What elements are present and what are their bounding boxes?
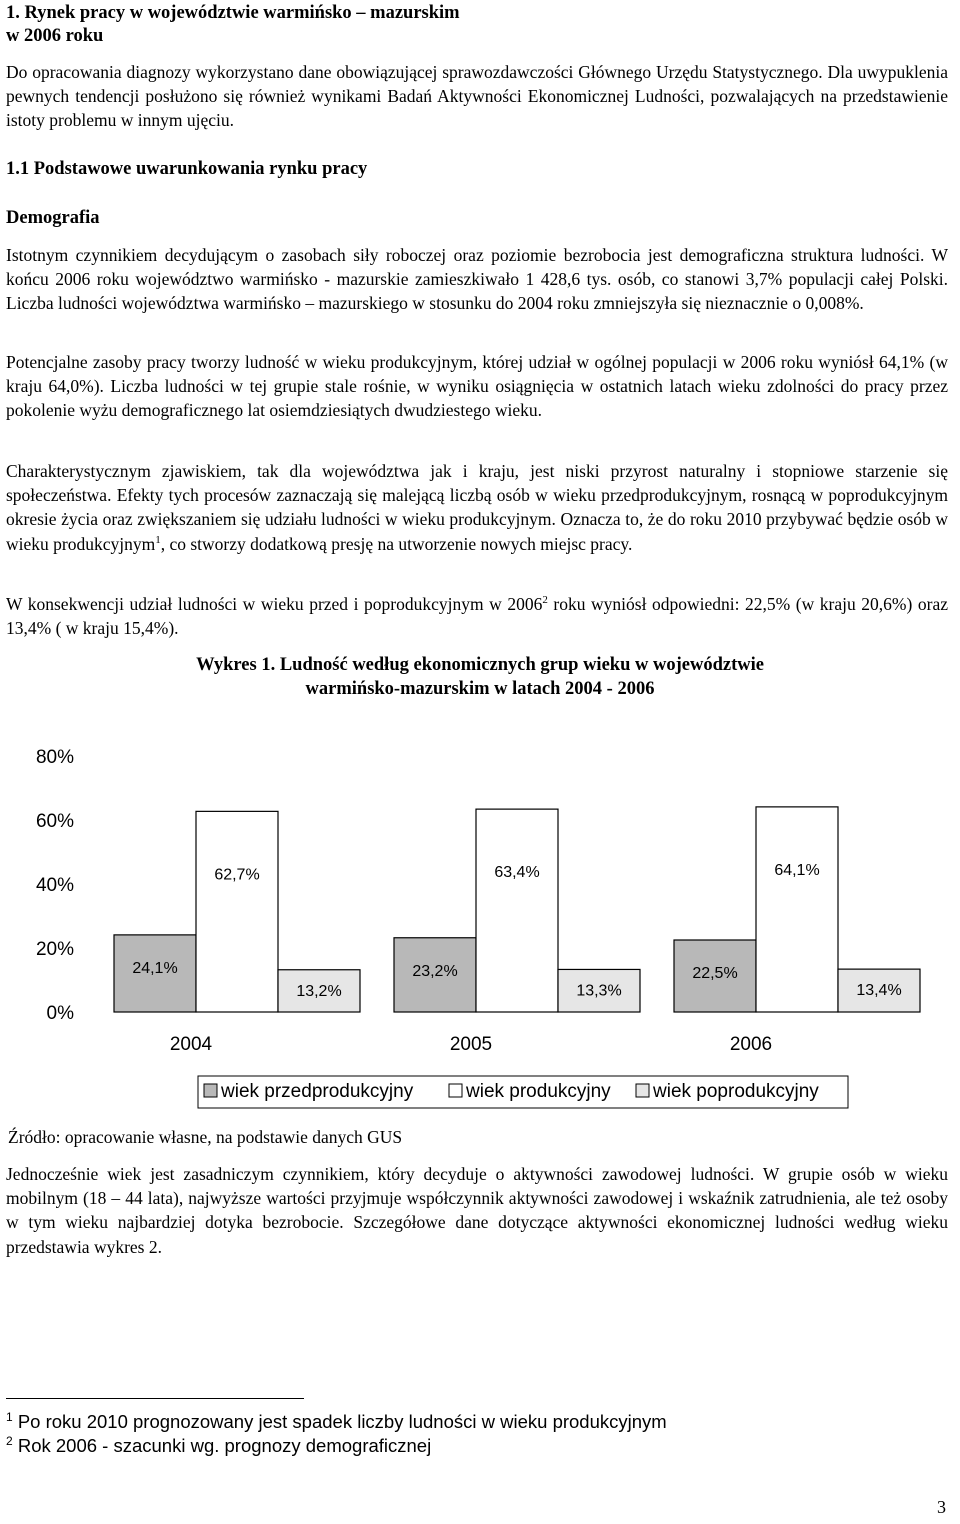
intro-paragraph: Do opracowania diagnozy wykorzystano dane obowiązującej sprawozdawczości Głównego Urzędu Statystycznego. Dla uwypuklenia pewnych tendencji posłużono się również wynikami Badań Aktywności Ekonomicznej Ludności, pozwalających na przedstawienie istoty problemu w innym ujęciu.: [6, 62, 948, 131]
data-label: 22,5%: [692, 965, 738, 982]
paragraph-3-text-a: Charakterystycznym zjawiskiem, tak dla województwa jak i kraju, jest niski przyrost naturalny i stopniowe starzenie się społeczeństwa. Efekty tych procesów zaznaczają się malejącą liczbą osób w wieku przedprodukcyjnym, rosnącą w poprodukcyjnym okresie życia oraz zwiększaniem się udziału ludności w wieku produkcyjnym. Oznacza to, że do roku 2010 przybywać będzie osób w wieku produkcyjnym: [6, 461, 948, 554]
footnote-1-text: Po roku 2010 prognozowany jest spadek liczby ludności w wieku produkcyjnym: [17, 1411, 667, 1433]
paragraph-3-text-b: , co stworzy dodatkową presję na utworzenie nowych miejsc pracy.: [160, 533, 633, 554]
source-note: Źródło: opracowanie własne, na podstawie danych GUS: [8, 1127, 403, 1147]
x-tick-label: 2006: [729, 1034, 773, 1055]
footnote-separator: [6, 1398, 304, 1399]
legend-swatch: [636, 1084, 649, 1097]
paragraph-4: [6, 592, 948, 640]
section-title-line2: w 2006 roku: [6, 26, 104, 46]
legend-swatch: [204, 1084, 217, 1097]
footnote-2: [6, 1434, 431, 1457]
legend-label: wiek produkcyjny: [466, 1081, 611, 1102]
data-label: 64,1%: [774, 861, 820, 879]
chart-caption-line1: Wykres 1. Ludność według ekonomicznych grup wieku w województwie: [196, 655, 764, 675]
footnote-ref-1: 1: [155, 533, 161, 546]
page-number: 3: [937, 1497, 946, 1517]
data-label: 62,7%: [214, 866, 260, 884]
legend-label: wiek przedprodukcyjny: [221, 1081, 414, 1102]
y-tick-label: 40%: [35, 875, 74, 896]
y-tick-label: 60%: [35, 811, 74, 832]
bar-chart: [0, 740, 960, 1120]
paragraph-2: Potencjalne zasoby pracy tworzy ludność w wieku produkcyjnym, której udział w ogólnej populacji w 2006 roku wyniósł 64,1% (w kraju 64,0%). Liczba ludności w tej grupie stale rośnie, w wyniku osiągnięcia w ostatnich latach wieku zdolności do pracy przez pokolenie wyżu demograficznego lat osiemdziesiątych dwudziestego wieku.: [6, 352, 948, 421]
paragraph-5: Jednocześnie wiek jest zasadniczym czynnikiem, który decyduje o aktywności zawodowej ludności. W grupie osób w wieku mobilnym (18 – 44 lata), najwyższe wartości przyjmuje współczynnik aktywności zawodowej i wskaźnik zatrudnienia, ale też osoby w tym wieku najbardziej dotyka bezrobocie. Szczegółowe dane dotyczące aktywności ekonomicznej ludności według wieku przedstawia wykres 2.: [6, 1164, 948, 1257]
paragraph-4-text-b: roku wyniósł odpowiedni: 22,5% (w kraju 20,6%) oraz 13,4% ( w kraju 15,4%).: [6, 594, 948, 639]
footnote-2-text: Rok 2006 - szacunki wg. prognozy demograficznej: [17, 1435, 432, 1457]
section-title-line1: 1. Rynek pracy w województwie warmińsko – mazurskim: [6, 3, 460, 23]
data-label: 13,2%: [296, 982, 342, 1000]
paragraph-1: Istotnym czynnikiem decydującym o zasobach siły roboczej oraz poziomie bezrobocia jest demograficzna struktura ludności. W końcu 2006 roku województwo warmińsko - mazurskie zamieszkiwało 1 428,6 tys. osób, co stanowi 3,7% populacji całej Polski. Liczba ludności województwa warmińsko – mazurskiego w stosunku do 2004 roku zmniejszyła się nieznacznie o 0,008%.: [6, 245, 948, 314]
footnote-ref-2: 2: [542, 594, 548, 607]
data-label: 13,4%: [856, 982, 902, 1000]
bar: [476, 809, 558, 1012]
x-tick-label: 2004: [169, 1034, 213, 1055]
data-label: 63,4%: [494, 864, 540, 882]
data-label: 13,3%: [576, 982, 622, 1000]
paragraph-3: [6, 459, 948, 556]
chart-caption-line2: warmińsko-mazurskim w latach 2004 - 2006: [305, 679, 655, 699]
data-label: 24,1%: [132, 959, 178, 977]
y-tick-label: 80%: [35, 747, 74, 768]
x-tick-label: 2005: [449, 1034, 493, 1055]
paragraph-4-text-a: W konsekwencji udział ludności w wieku przed i poprodukcyjnym w 2006: [6, 594, 543, 614]
subsection-title: 1.1 Podstawowe uwarunkowania rynku pracy: [6, 159, 368, 179]
bar: [756, 807, 838, 1012]
y-tick-label: 0%: [46, 1003, 74, 1024]
legend-label: wiek poprodukcyjny: [653, 1081, 819, 1102]
section-title: [6, 2, 460, 48]
data-label: 23,2%: [412, 962, 458, 980]
y-tick-label: 20%: [35, 939, 74, 960]
bar: [196, 811, 278, 1012]
legend-swatch: [449, 1084, 462, 1097]
footnote-2-mark: 2: [6, 1434, 13, 1448]
footnote-1-mark: 1: [6, 1410, 13, 1424]
demografia-heading: Demografia: [6, 208, 100, 228]
footnote-1: [6, 1410, 667, 1433]
chart-caption: [0, 653, 960, 701]
